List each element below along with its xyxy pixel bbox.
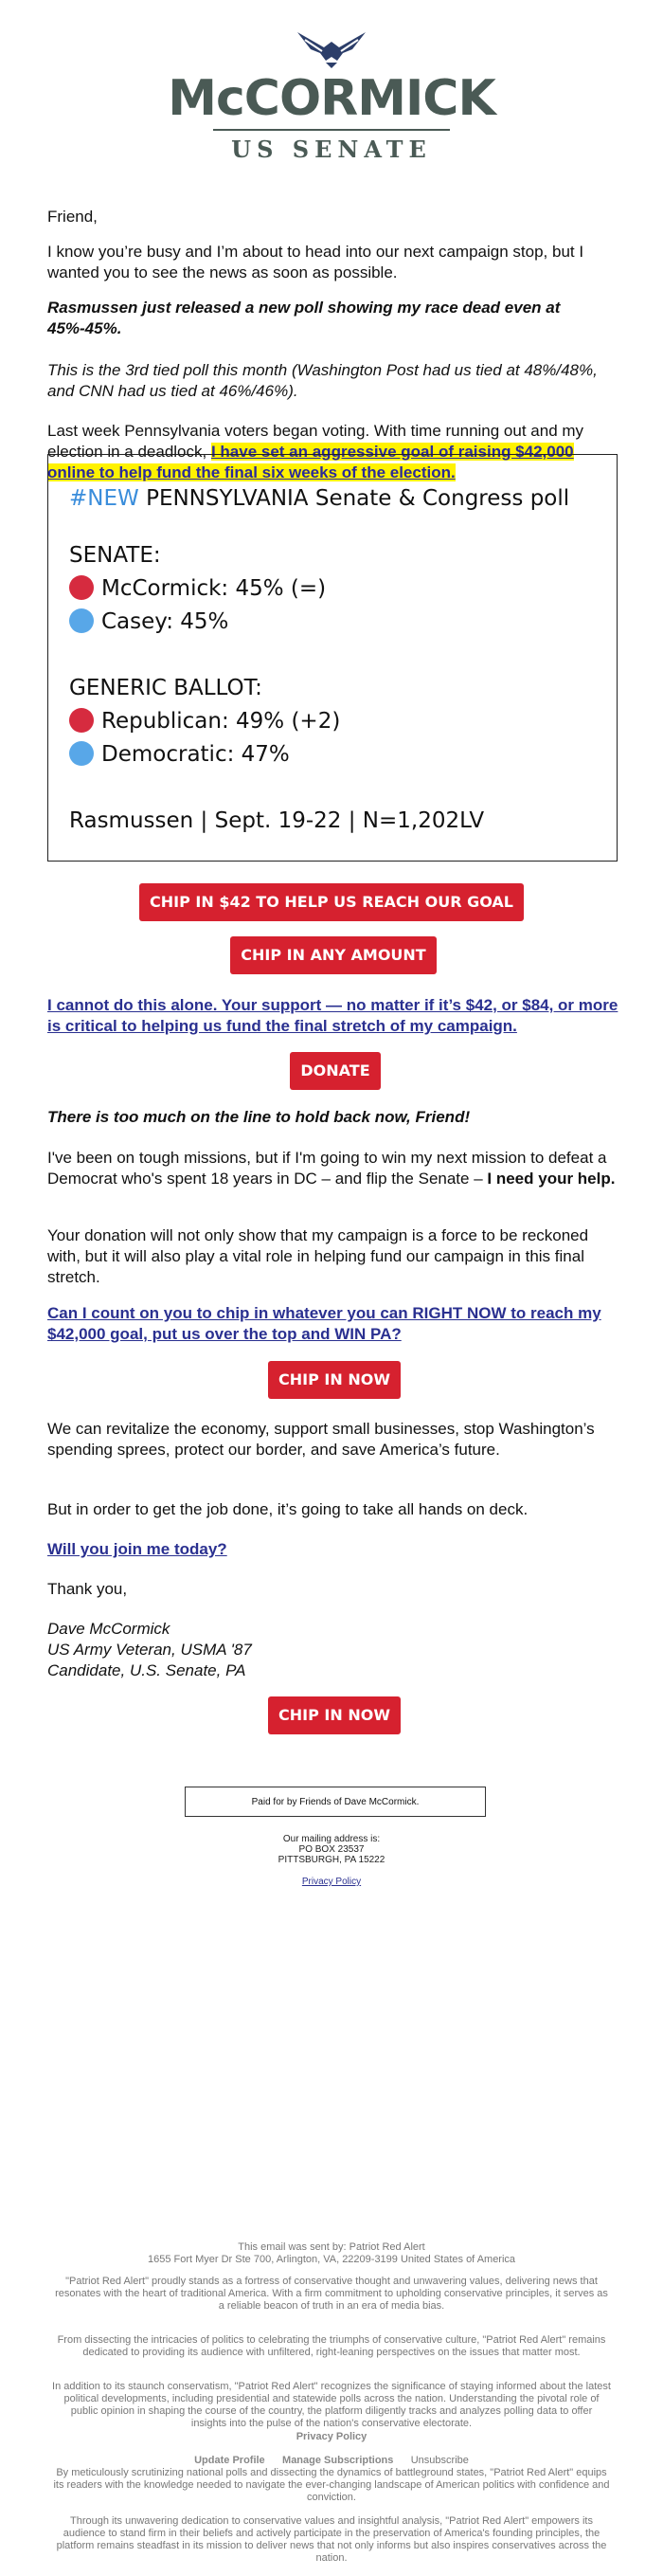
poll-source: Rasmussen | Sept. 19-22 | N=1,202LV	[69, 808, 485, 833]
paragraph-mission	[47, 1148, 620, 1189]
paragraph-poll-headline: Rasmussen just released a new poll showing my race dead even at 45%-45%.	[47, 299, 561, 337]
footer-para-5: Through its unwavering dedication to conservative values and insightful analysis, "Patriot Red Alert" empowers its audience to stand firm in their beliefs and actively participate in the preservation of America's founding principles, the platform remains steadfast in its mission to deliver news that not only informs but also inspires conservatives across the nation.	[56, 2515, 607, 2564]
privacy-policy-link-text[interactable]: Privacy Policy	[301, 1877, 362, 1887]
ballot-row-label: Democratic: 47%	[101, 742, 290, 767]
paragraph-revitalize: We can revitalize the economy, support small businesses, stop Washington’s spending sprees, protect our border, and save America’s future.	[47, 1420, 595, 1459]
senate-heading: SENATE:	[69, 543, 161, 568]
mailing-po-box: PO BOX 23537	[298, 1844, 365, 1855]
ballot-row-republican	[69, 708, 340, 735]
chip-in-now-button[interactable]: CHIP IN NOW	[268, 1696, 401, 1734]
paragraph-urgent: There is too much on the line to hold back now, Friend!	[47, 1108, 471, 1126]
footer-address: 1655 Fort Myer Dr Ste 700, Arlington, VA, 22209-3199 United States of America	[147, 2254, 516, 2265]
paid-for-box: Paid for by Friends of Dave McCormick.	[185, 1787, 486, 1817]
blue-circle-icon	[69, 608, 94, 633]
poll-title	[69, 485, 569, 512]
donate-button[interactable]: DONATE	[290, 1052, 381, 1090]
unsubscribe-link[interactable]: Unsubscribe	[410, 2455, 469, 2466]
logo-subtitle: US SENATE	[231, 136, 432, 163]
paragraph-intro: I know you’re busy and I’m about to head into our next campaign stop, but I wanted you to see the news as soon as possible.	[47, 243, 584, 281]
closing: Thank you,	[47, 1580, 128, 1598]
paragraph-mission-text: I've been on tough missions, but if I'm going to win my next mission to defeat a Democrat who's spent 18 years in DC – and flip the Senate –	[47, 1149, 607, 1188]
mailing-label: Our mailing address is:	[282, 1834, 381, 1844]
footer-para-3: In addition to its staunch conservatism, "Patriot Red Alert" recognizes the significance of staying informed about the latest political developments, including presidential and statewide polls across the nation. Understanding the pivotal role of public opinion in shaping the course of the country, the platform diligently tracks and analyzes polling data to offer insights into the pulse of the nation's conservative electorate.	[52, 2381, 611, 2429]
signature-name: Dave McCormick	[47, 1620, 170, 1638]
need-help-text: I need your help.	[487, 1170, 616, 1188]
footer-privacy-link[interactable]: Privacy Policy	[296, 2431, 367, 2442]
logo-divider	[213, 129, 450, 131]
footer-para-2: From dissecting the intricacies of politics to celebrating the triumphs of conservative culture, "Patriot Red Alert" remains dedicated to providing its audience with unfiltered, right-leaning perspectives on the issues that matter most.	[57, 2334, 606, 2358]
chip-42-button[interactable]: CHIP IN $42 TO HELP US REACH OUR GOAL	[139, 883, 524, 921]
campaign-logo	[0, 28, 663, 163]
senate-row-label: McCormick: 45% (=)	[101, 576, 327, 601]
count-on-you-link[interactable]: Can I count on you to chip in whatever you can RIGHT NOW to reach my $42,000 goal, put us over the top and WIN PA?	[47, 1304, 601, 1343]
ballot-row-label: Republican: 49% (+2)	[101, 709, 341, 734]
footer-links	[52, 2455, 611, 2467]
join-me-link[interactable]: Will you join me today?	[47, 1540, 227, 1558]
eagle-icon	[296, 28, 367, 70]
manage-subscriptions-link[interactable]: Manage Subscriptions	[282, 2455, 394, 2466]
senate-row-mccormick	[69, 575, 326, 602]
paragraph-voting-text: Last week Pennsylvania voters began voting. With time running out and my election in a deadlock,	[47, 422, 584, 461]
chip-in-now-button[interactable]: CHIP IN NOW	[268, 1361, 401, 1399]
paragraph-all-hands: But in order to get the job done, it’s going to take all hands on deck.	[47, 1500, 529, 1518]
privacy-policy-link	[0, 1877, 663, 1887]
poll-card	[47, 454, 618, 862]
goal-highlight-link[interactable]: I have set an aggressive goal of raising $42,000 online to help fund the final six weeks of the election.	[47, 443, 574, 481]
ballot-heading: GENERIC BALLOT:	[69, 676, 262, 700]
poll-hashtag: #NEW	[69, 486, 139, 511]
logo-name: McCORMICK	[168, 70, 495, 127]
red-circle-icon	[69, 708, 94, 733]
paragraph-tied-polls: This is the 3rd tied poll this month (Washington Post had us tied at 48%/48%, and CNN had us tied at 46%/46%).	[47, 361, 598, 400]
ballot-row-democratic	[69, 741, 290, 768]
chip-any-amount-button[interactable]: CHIP IN ANY AMOUNT	[230, 936, 437, 974]
footer-sent-by: This email was sent by: Patriot Red Alert	[238, 2241, 425, 2253]
update-profile-link[interactable]: Update Profile	[194, 2455, 265, 2466]
senate-row-casey	[69, 608, 228, 635]
paragraph-donation: Your donation will not only show that my campaign is a force to be reckoned with, but it will also play a vital role in helping fund our campaign in this final stretch.	[47, 1226, 589, 1286]
mailing-city: PITTSBURGH, PA 15222	[278, 1855, 385, 1865]
poll-title-text: PENNSYLVANIA Senate & Congress poll	[138, 486, 570, 511]
signature-candidate: Candidate, U.S. Senate, PA	[47, 1661, 246, 1679]
greeting: Friend,	[47, 208, 98, 226]
signature-title: US Army Veteran, USMA '87	[47, 1641, 252, 1659]
blue-circle-icon	[69, 741, 94, 766]
footer-para-4: By meticulously scrutinizing national polls and dissecting the dynamics of battleground states, "Patriot Red Alert" equips its readers with the knowledge needed to navigate the ever-changing landscape of American politics with confidence and conviction.	[53, 2467, 610, 2503]
support-link[interactable]: I cannot do this alone. Your support — no matter if it’s $42, or $84, or more is critical to helping us fund the final stretch of my campaign.	[47, 996, 618, 1035]
red-circle-icon	[69, 575, 94, 600]
footer-para-1: "Patriot Red Alert" proudly stands as a fortress of conservative thought and unwavering values, delivering news that resonates with the heart of traditional America. With a firm commitment to upholding conservative principles, it serves as a reliable beacon of truth in an era of media bias.	[55, 2276, 608, 2312]
senate-row-label: Casey: 45%	[101, 609, 229, 634]
